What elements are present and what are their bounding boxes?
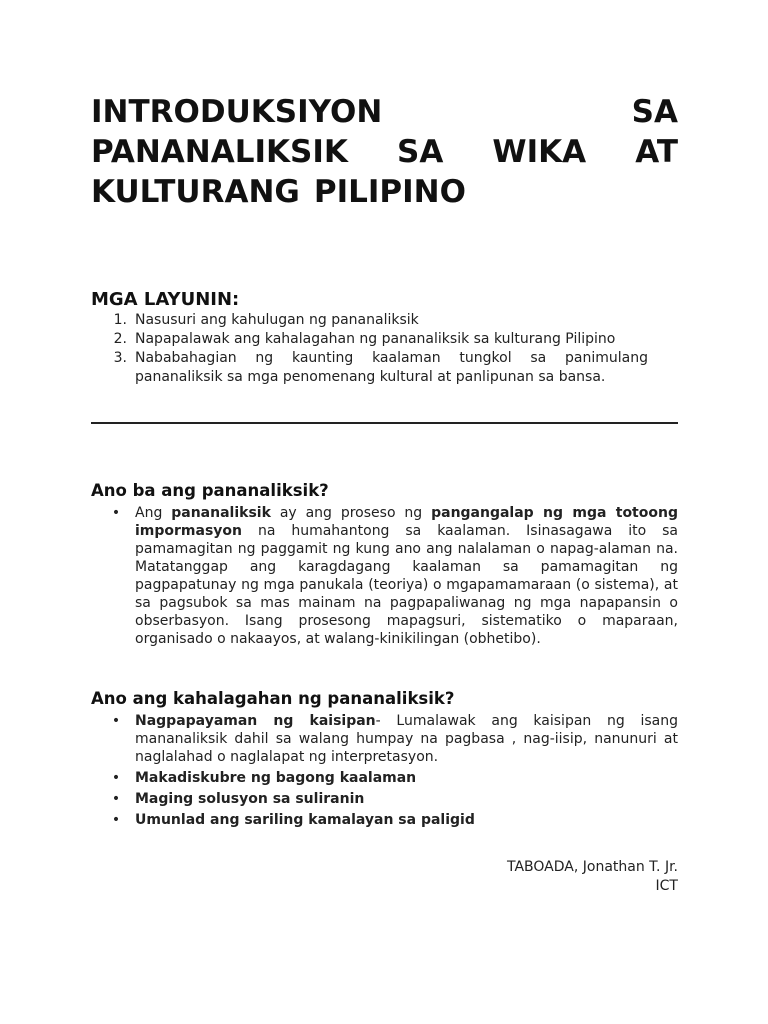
objectives-list: [91, 311, 678, 387]
importance-item-text: Maging solusyon sa suliranin: [135, 791, 365, 807]
title-line-2: [91, 132, 678, 172]
objectives-section: [91, 289, 678, 387]
definition-list: [91, 504, 678, 648]
importance-list: [91, 712, 678, 829]
item-text: Nababahagian ng kaunting kaalaman tungkol sa panimulang pananaliksik sa mga penomenang kultural at panlipunan sa bansa.: [135, 350, 648, 385]
importance-item-text: Makadiskubre ng bagong kaalaman: [135, 770, 417, 786]
title-line-3: [91, 172, 678, 212]
author-course: ICT: [655, 878, 678, 894]
heading-text: Ano ba ang pananaliksik?: [91, 481, 329, 500]
bullet-icon: •: [111, 713, 121, 729]
list-item: [91, 504, 678, 648]
item-text: Napapalawak ang kahalagahan ng pananaliksik sa kulturang Pilipino: [135, 331, 616, 347]
title-word: AT: [635, 134, 678, 170]
bold-term: Nagpapayaman ng kaisipan: [135, 713, 376, 729]
item-number: 2.: [113, 331, 127, 347]
title-word: PANANALIKSIK: [91, 134, 348, 170]
horizontal-divider: [91, 422, 678, 424]
importance-heading: [91, 688, 678, 710]
list-item: [91, 769, 678, 787]
list-item: [91, 311, 678, 330]
bullet-icon: •: [111, 505, 121, 521]
definition-text: [135, 504, 678, 648]
title-word: SA: [397, 134, 444, 170]
text-run: ay ang proseso ng: [270, 505, 432, 521]
text-run: - Lumalawak ang kaisipan ng isang mananaliksik dahil sa walang humpay na pagbasa , nag-iisip, nanunuri at naglalahad o naglalapat ng interpretasyon.: [135, 713, 678, 765]
item-text: Nasusuri ang kahulugan ng pananaliksik: [135, 312, 419, 328]
importance-item-text: [135, 712, 678, 766]
bullet-icon: •: [111, 812, 121, 828]
list-item: [91, 811, 678, 829]
author-block: [507, 858, 678, 896]
bold-term: pangangalap ng mga totoong impormasyon: [135, 505, 678, 539]
importance-item-text: Umunlad ang sariling kamalayan sa paligid: [135, 812, 475, 828]
bullet-icon: •: [111, 770, 121, 786]
list-item: [91, 712, 678, 766]
text-run: na humahantong sa kaalaman. Isinasagawa ito sa pamamagitan ng paggamit ng kung ano ang nalalaman o napag-alaman na. Matatanggap ang karagdagang kaalaman sa pamamagitan ng pagpapatunay ng mga panukala (teoriya) o mgapamamaraan (o sistema), at sa pagsubok sa mas mainam na pagpapaliwanag ng mga napapansin o obserbasyon. Isang prosesong mapagsuri, sistematiko o maparaan, organisado o nakaayos, at walang-kinikilingan (obhetibo).: [135, 523, 678, 647]
list-item: [91, 349, 678, 387]
definition-heading: [91, 480, 678, 502]
document-title: [91, 92, 678, 212]
definition-section: [91, 480, 678, 651]
author-name: TABOADA, Jonathan T. Jr.: [506, 859, 678, 875]
title-line-1: [91, 92, 678, 132]
importance-section: [91, 688, 678, 832]
title-word: INTRODUKSIYON: [91, 94, 383, 130]
heading-text: Ano ang kahalagahan ng pananaliksik?: [91, 689, 455, 708]
title-word: WIKA: [492, 134, 587, 170]
title-word: KULTURANG: [91, 174, 300, 210]
list-item: [91, 790, 678, 808]
title-word: SA: [631, 94, 678, 130]
bullet-icon: •: [111, 791, 121, 807]
item-number: 3.: [113, 350, 127, 366]
title-word: PILIPINO: [313, 174, 466, 210]
text-run: Ang: [135, 505, 172, 521]
item-number: 1.: [113, 312, 127, 328]
objectives-heading: MGA LAYUNIN:: [91, 289, 240, 310]
list-item: [91, 330, 678, 349]
bold-term: pananaliksik: [171, 505, 271, 521]
